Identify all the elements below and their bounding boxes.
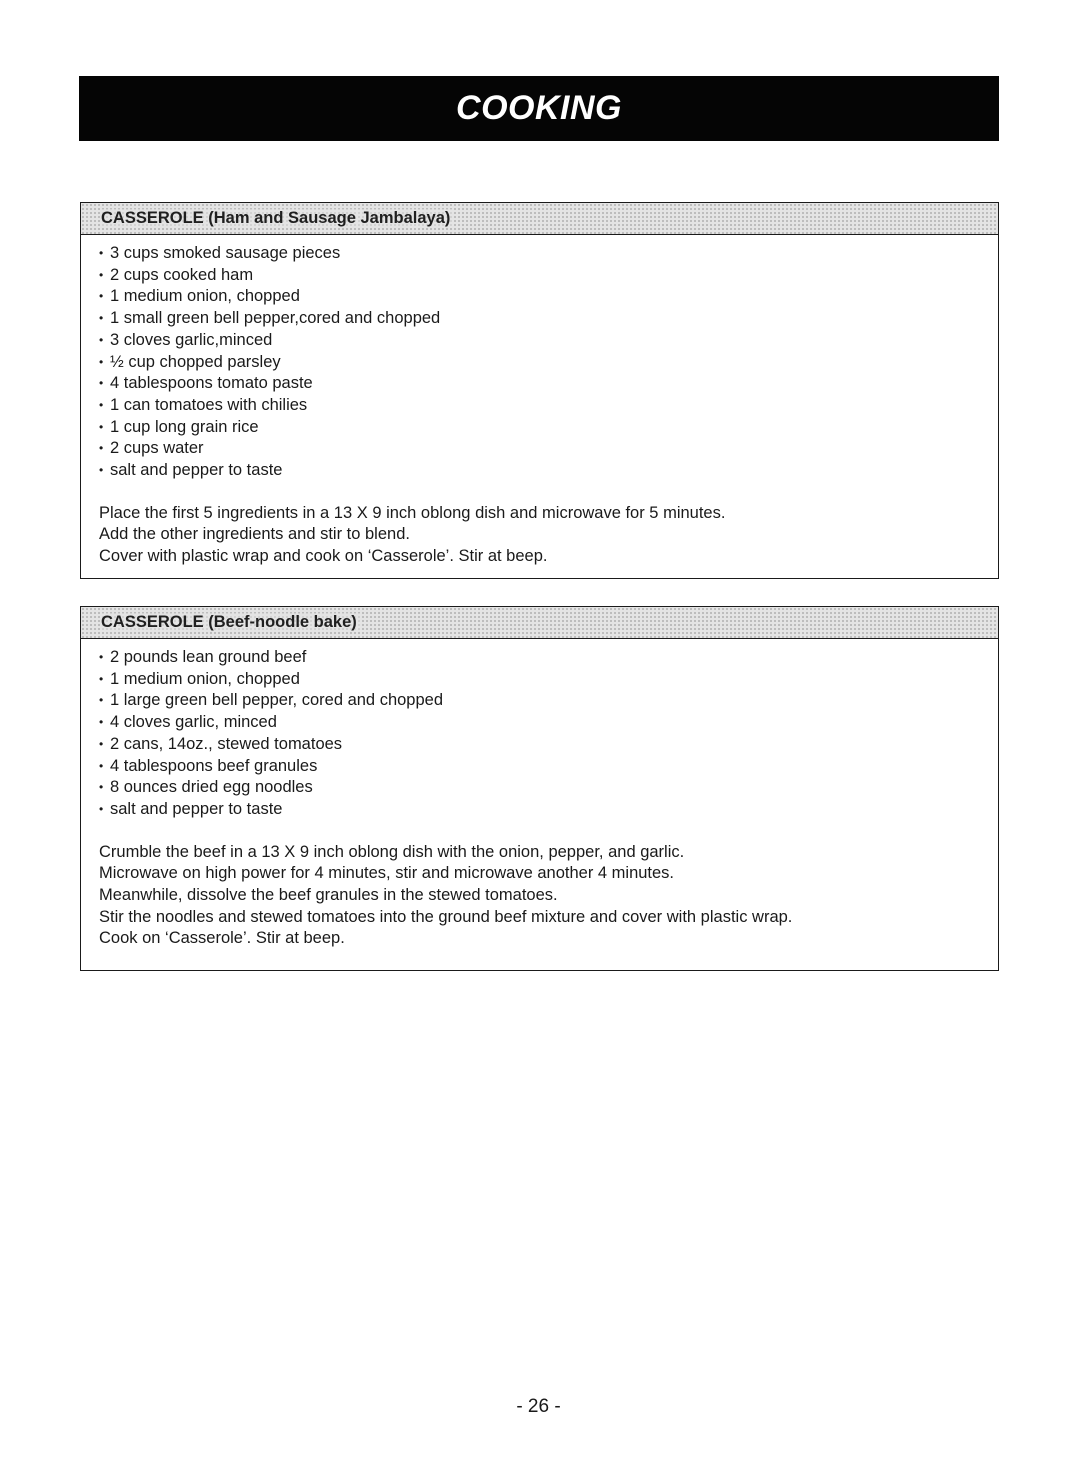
bullet-icon: •: [99, 780, 104, 795]
ingredient-item: • 2 cans, 14oz., stewed tomatoes: [99, 734, 980, 756]
instruction-line: Crumble the beef in a 13 X 9 inch oblong dish with the onion, pepper, and garlic.: [99, 842, 685, 861]
recipe-title: CASSEROLE (Beef-noodle bake): [101, 613, 361, 632]
bullet-icon: •: [99, 801, 104, 816]
instruction-line: Cook on ‘Casserole’. Stir at beep.: [99, 929, 345, 948]
instruction-line: Add the other ingredients and stir to blend.: [99, 525, 410, 544]
bullet-icon: •: [99, 419, 104, 434]
recipe-header: [81, 607, 998, 639]
bullet-icon: •: [99, 376, 104, 391]
bullet-icon: •: [99, 650, 104, 664]
ingredient-item: • salt and pepper to taste: [99, 799, 980, 821]
recipe-body: [81, 639, 998, 950]
ingredient-list: [99, 647, 980, 821]
section-banner: [79, 76, 999, 141]
instructions: [99, 842, 980, 951]
bullet-icon: •: [99, 267, 104, 282]
instruction-line: Stir the noodles and stewed tomatoes into the ground beef mixture and cover with plastic wrap.: [99, 907, 793, 926]
ingredient-item: • 4 cloves garlic, minced: [99, 712, 980, 734]
bullet-icon: •: [99, 397, 104, 412]
instruction-line: Place the first 5 ingredients in a 13 X 9 inch oblong dish and microwave for 5 minutes.: [99, 503, 726, 522]
ingredient-list: [99, 243, 980, 482]
instruction-line: Cover with plastic wrap and cook on ‘Casserole’. Stir at beep.: [99, 547, 548, 566]
recipe-body: [81, 235, 998, 568]
ingredient-item: • 1 medium onion, chopped: [99, 286, 980, 308]
bullet-icon: •: [99, 671, 104, 686]
recipe-box-jambalaya: [80, 202, 999, 579]
bullet-icon: •: [99, 715, 104, 730]
bullet-icon: •: [99, 289, 104, 304]
instruction-line: Meanwhile, dissolve the beef granules in the stewed tomatoes.: [99, 886, 558, 905]
ingredient-item: • 2 cups water: [99, 438, 980, 460]
recipe-title: CASSEROLE (Ham and Sausage Jambalaya): [101, 209, 454, 228]
bullet-icon: •: [99, 736, 104, 751]
ingredient-item: • salt and pepper to taste: [99, 460, 980, 482]
bullet-icon: •: [99, 332, 104, 347]
ingredient-item: • 3 cups smoked sausage pieces: [99, 243, 980, 265]
ingredient-item: • 1 cup long grain rice: [99, 417, 980, 439]
ingredient-item: • 1 can tomatoes with chilies: [99, 395, 980, 417]
recipe-box-beef-noodle: [80, 606, 999, 971]
ingredient-item: • 2 pounds lean ground beef: [99, 647, 980, 669]
instruction-line: Microwave on high power for 4 minutes, stir and microwave another 4 minutes.: [99, 864, 675, 883]
page-title: COOKING: [456, 89, 622, 127]
bullet-icon: •: [99, 311, 104, 326]
ingredient-item: • 8 ounces dried egg noodles: [99, 777, 980, 799]
ingredient-item: • 3 cloves garlic,minced: [99, 330, 980, 352]
bullet-icon: •: [99, 246, 104, 260]
ingredient-item: • 1 medium onion, chopped: [99, 669, 980, 691]
ingredient-item: • 4 tablespoons tomato paste: [99, 373, 980, 395]
ingredient-item: • 2 cups cooked ham: [99, 265, 980, 287]
ingredient-item: • ½ cup chopped parsley: [99, 352, 980, 374]
ingredient-item: • 4 tablespoons beef granules: [99, 756, 980, 778]
instructions: [99, 503, 980, 568]
bullet-icon: •: [99, 463, 104, 478]
bullet-icon: •: [99, 354, 104, 369]
ingredient-item: • 1 small green bell pepper,cored and chopped: [99, 308, 980, 330]
page-number: - 26 -: [516, 1396, 561, 1417]
bullet-icon: •: [99, 693, 104, 708]
ingredient-item: • 1 large green bell pepper, cored and chopped: [99, 690, 980, 712]
bullet-icon: •: [99, 441, 104, 456]
bullet-icon: •: [99, 758, 104, 773]
recipe-header: [81, 203, 998, 235]
